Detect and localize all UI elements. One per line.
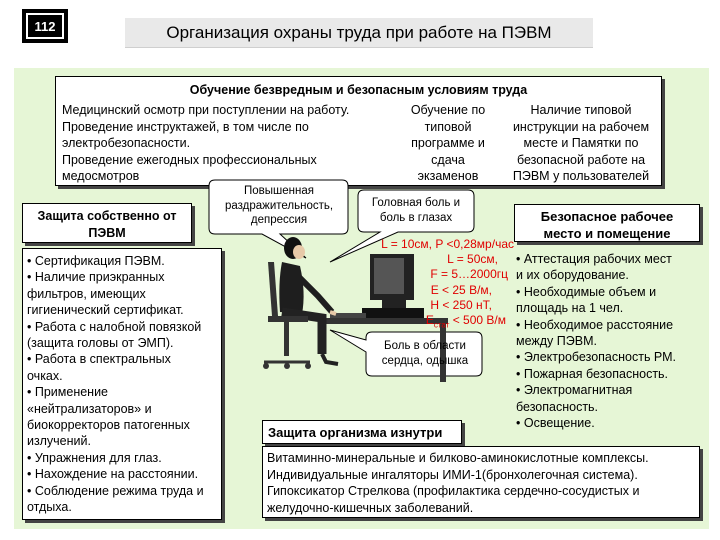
- callout-line: Головная боль и: [371, 197, 461, 209]
- list-item: и их оборудование.: [516, 268, 629, 283]
- training-line: Проведение инструктажей, в том числе по: [62, 119, 309, 134]
- training-line: Медицинский осмотр при поступлении на работу.: [62, 103, 350, 117]
- list-item: • Электромагнитная: [516, 383, 633, 398]
- parameter-line: L = 10см, P <0,28мр/час: [381, 237, 514, 251]
- callout-line: раздражительность,: [224, 199, 334, 212]
- workplace-heading: место и помещение: [543, 225, 671, 241]
- list-item: • Применение: [27, 385, 109, 400]
- training-line: электробезопасности.: [62, 136, 191, 150]
- training-line: медосмотров: [62, 169, 140, 183]
- training-line: программе и: [411, 136, 485, 150]
- list-item: Гипоксикатор Стрелкова (профилактика сердечно-сосудистых и: [267, 484, 640, 498]
- parameter-line-static: [374, 313, 514, 333]
- list-item: • Освещение.: [516, 416, 595, 431]
- list-item: очках.: [27, 368, 63, 383]
- training-line: Обучение по: [410, 103, 486, 117]
- workplace-heading: Безопасное рабочее: [540, 209, 674, 224]
- list-item: гигиенический сертификат.: [27, 303, 184, 318]
- training-line: Наличие типовой: [530, 103, 632, 117]
- list-item: между ПЭВМ.: [516, 334, 597, 349]
- workplace-heading-box: [514, 204, 700, 242]
- callout-line: боль в глазах: [379, 211, 453, 224]
- training-line: экзаменов: [417, 169, 479, 183]
- headache-text: [360, 196, 472, 225]
- list-item: • Необходимое расстояние: [516, 317, 674, 332]
- list-item: площадь на 1 чел.: [516, 301, 624, 316]
- workplace-list: [516, 251, 702, 431]
- inner-protection-heading: Защита организма изнутри: [268, 425, 443, 440]
- pc-protection-heading: ПЭВМ: [88, 225, 126, 240]
- parameter-line: L = 50см,: [447, 252, 498, 267]
- training-line: безопасной работе на: [516, 152, 646, 167]
- training-heading: Обучение безвредным и безопасным условиям труда: [189, 83, 528, 97]
- list-item: • Электробезопасность РМ.: [516, 350, 677, 365]
- list-item: отдыха.: [27, 500, 72, 515]
- training-line: Проведение ежегодных профессиональных: [62, 152, 317, 167]
- list-item: «нейтрализаторов» и: [27, 401, 152, 416]
- callout-line: Повышенная: [244, 185, 314, 197]
- list-item: • Соблюдение режима труда и: [27, 483, 204, 498]
- list-item: биокорректоров патогенных: [27, 418, 190, 433]
- list-item: • Упражнения для глаз.: [27, 450, 162, 465]
- training-line: ПЭВМ у пользователей: [512, 169, 650, 183]
- list-item: (защита головы от ЭМП).: [27, 336, 174, 351]
- pc-protection-heading: Защита собственно от: [37, 209, 177, 223]
- list-item: Витаминно-минеральные и билково-аминокислотные комплексы.: [267, 451, 649, 465]
- list-item: Индивидуальные ингаляторы ИМИ-1(бронхолегочная система).: [267, 467, 638, 482]
- heart-text: [370, 339, 480, 368]
- list-item: • Пожарная безопасность.: [516, 366, 669, 381]
- list-item: • Аттестация рабочих мест: [516, 252, 672, 266]
- parameter-value: < 500 В/м: [449, 313, 506, 328]
- list-item: • Сертификация ПЭВМ.: [27, 254, 165, 268]
- irritability-text: [212, 184, 346, 228]
- parameter-symbol: E: [425, 313, 434, 328]
- list-item: желудочно-кишечных заболеваний.: [267, 500, 474, 515]
- training-line: месте и Памятки по: [523, 136, 639, 150]
- parameter-line: F = 5…2000гц: [430, 267, 508, 282]
- training-line: инструкции на рабочем: [512, 119, 650, 134]
- callout-line: депрессия: [250, 214, 308, 226]
- list-item: фильтров, имеющих: [27, 286, 146, 301]
- list-item: • Работа с налобной повязкой: [27, 319, 202, 334]
- training-line: типовой: [424, 119, 472, 134]
- slide-number: 112: [26, 13, 64, 39]
- parameter-line: E < 25 В/м,: [430, 282, 492, 297]
- parameter-line: H < 250 нТ,: [430, 297, 492, 312]
- list-item: • Нахождение на расстоянии.: [27, 467, 199, 482]
- parameter-subscript: стат: [433, 320, 450, 330]
- callout-line: Боль в области: [384, 340, 466, 352]
- page-title: Организация охраны труда при работе на ПЭВМ: [125, 18, 593, 48]
- callout-line: сердца, одышка: [381, 354, 469, 367]
- list-item: безопасность.: [516, 399, 599, 414]
- training-line: сдача: [431, 152, 465, 167]
- list-item: • Необходимые объем и: [516, 284, 657, 299]
- list-item: • Работа в спектральных: [27, 352, 171, 367]
- list-item: излучений.: [27, 434, 91, 449]
- inner-protection-heading-box: [262, 420, 462, 444]
- list-item: • Наличие приэкранных: [27, 270, 165, 285]
- emission-parameters: [374, 237, 514, 333]
- inner-protection-list: [262, 446, 700, 518]
